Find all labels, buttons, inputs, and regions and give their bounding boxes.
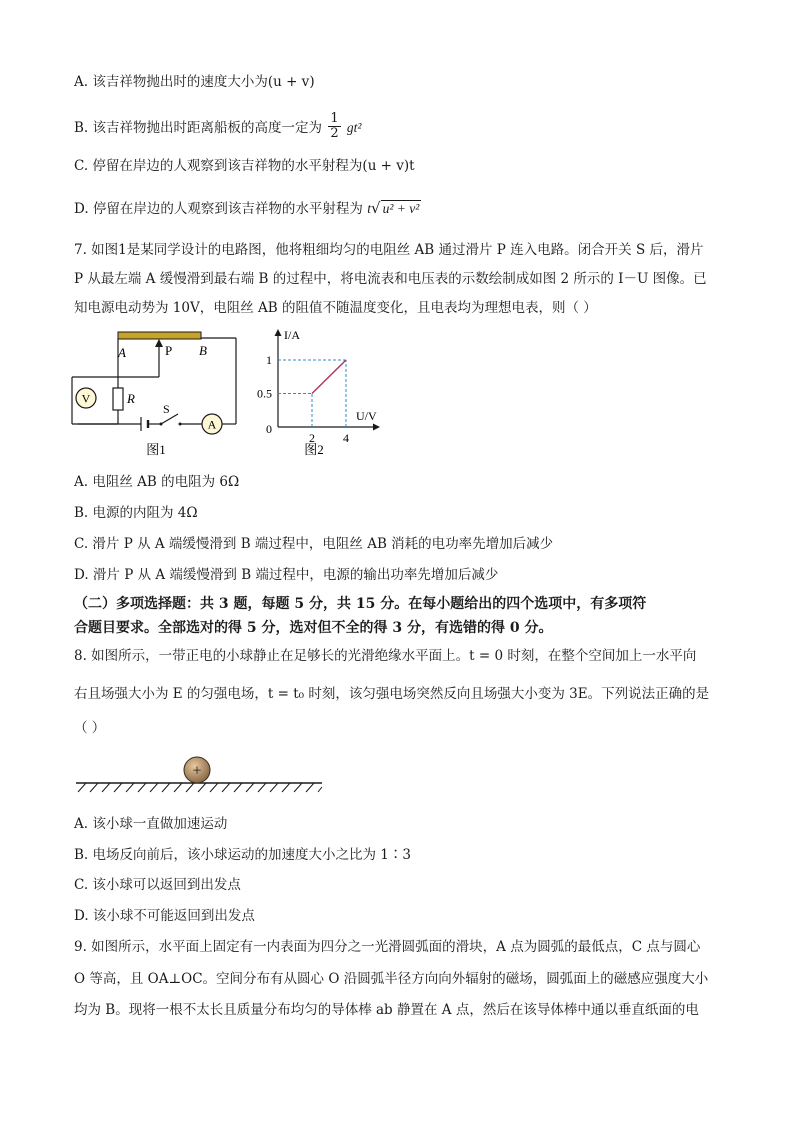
x-axis-arrow bbox=[373, 424, 380, 431]
section-2-header-line-2: 合题目要求。全部选对的得 5 分，选对但不全的得 3 分，有选错的得 0 分。 bbox=[74, 620, 553, 636]
iu-series-line bbox=[312, 360, 346, 394]
q9-stem-line-3: 均为 B。现将一根不太长且质量分布均匀的导体棒 ab 静置在 A 点，然后在该导体棒中通以垂直纸面的电 bbox=[74, 1002, 699, 1018]
origin-label: 0 bbox=[266, 422, 272, 436]
label-s: S bbox=[163, 402, 170, 416]
q6-option-d-t: t bbox=[367, 201, 371, 216]
q8-option-d: D. 该小球不可能返回到出发点 bbox=[74, 908, 255, 924]
label-p: P bbox=[165, 343, 173, 358]
q8-stem-line-2: 右且场强大小为 E 的匀强电场，t = t₀ 时刻，该匀强电场突然反向且场强大小变为 3E。下列说法正确的是 bbox=[74, 686, 710, 702]
q6-option-d bbox=[74, 199, 421, 218]
y-axis-label: I/A bbox=[284, 328, 300, 342]
q7-option-d: D. 滑片 P 从 A 端缓慢滑到 B 端过程中，电源的输出功率先增加后减少 bbox=[74, 567, 499, 583]
fraction-numerator: 1 bbox=[330, 111, 339, 126]
figure-1-circuit bbox=[66, 322, 246, 462]
q8-figure bbox=[70, 752, 330, 802]
voltmeter-label: V bbox=[81, 391, 91, 406]
q7-stem-line-3: 知电源电动势为 10V，电阻丝 AB 的阻值不随温度变化，且电表均为理想电表，则（ ） bbox=[74, 300, 597, 316]
resistor-r bbox=[113, 388, 123, 410]
q7-option-c: C. 滑片 P 从 A 端缓慢滑到 B 端过程中，电阻丝 AB 消耗的电功率先增加后减少 bbox=[74, 536, 554, 552]
q6-option-d-radicand: u² + v² bbox=[382, 201, 420, 216]
q6-option-b bbox=[74, 111, 362, 143]
surface-hatching bbox=[78, 783, 322, 792]
y-tick-label: 1 bbox=[266, 353, 272, 367]
section-2-header-line-1: （二）多项选择题：共 3 题，每题 5 分，共 15 分。在每小题给出的四个选项中，有多项符 bbox=[74, 596, 647, 612]
q8-stem-line-3: （ ） bbox=[74, 720, 106, 736]
y-tick-label: 0.5 bbox=[257, 386, 272, 401]
fraction-denominator: 2 bbox=[330, 126, 339, 141]
q7-stem-line-1: 7. 如图1是某同学设计的电路图，他将粗细均匀的电阻丝 AB 通过滑片 P 连入电路。闭合开关 S 后，滑片 bbox=[74, 242, 704, 258]
q8-option-a: A. 该小球一直做加速运动 bbox=[74, 816, 228, 832]
q6-option-b-formula: gt² bbox=[346, 120, 362, 135]
figure-2-iu-graph bbox=[250, 322, 390, 462]
resistance-wire-ab bbox=[118, 332, 201, 339]
y-axis-arrow bbox=[275, 329, 282, 336]
label-b: B bbox=[199, 343, 207, 358]
q6-option-b-text: B. 该吉祥物抛出时距离船板的高度一定为 bbox=[74, 120, 323, 136]
q6-option-b-fraction bbox=[328, 112, 340, 141]
sqrt-symbol: √ bbox=[371, 199, 381, 217]
q7-option-a: A. 电阻丝 AB 的电阻为 6Ω bbox=[74, 474, 240, 490]
q6-option-c: C. 停留在岸边的人观察到该吉祥物的水平射程为(u + v)t bbox=[74, 158, 415, 174]
q7-stem-line-2: P 从最左端 A 缓慢滑到最右端 B 的过程中，将电流表和电压表的示数绘制成如图 2 所示的 I－U 图像。已 bbox=[74, 271, 707, 287]
x-tick-label: 2 bbox=[309, 431, 315, 445]
q9-stem-line-2: O 等高，且 OA⊥OC。空间分布有从圆心 O 沿圆弧半径方向向外辐射的磁场，圆弧面上的磁感应强度大小 bbox=[74, 971, 709, 987]
x-tick-label: 4 bbox=[343, 431, 349, 445]
label-a: A bbox=[118, 345, 126, 360]
figure-2-caption: 图2 bbox=[304, 442, 324, 457]
x-axis-label: U/V bbox=[356, 409, 377, 423]
battery bbox=[141, 417, 148, 431]
switch-contact bbox=[179, 423, 182, 426]
q8-option-b: B. 电场反向前后，该小球运动的加速度大小之比为 1∶3 bbox=[74, 847, 411, 863]
ammeter-label: A bbox=[207, 417, 217, 432]
slider-p-arrow bbox=[155, 339, 163, 347]
switch-pivot bbox=[160, 423, 163, 426]
positive-charge-sign: + bbox=[192, 762, 202, 780]
q8-option-c: C. 该小球可以返回到出发点 bbox=[74, 877, 241, 893]
q7-option-b: B. 电源的内阻为 4Ω bbox=[74, 505, 198, 521]
label-r: R bbox=[127, 391, 135, 406]
q6-option-d-text: D. 停留在岸边的人观察到该吉祥物的水平射程为 bbox=[74, 201, 363, 217]
q6-option-a: A. 该吉祥物抛出时的速度大小为(u + v) bbox=[74, 74, 315, 90]
q9-stem-line-1: 9. 如图所示，水平面上固定有一内表面为四分之一光滑圆弧面的滑块，A 点为圆弧的最低点，C 点与圆心 bbox=[74, 939, 701, 955]
q8-stem-line-1: 8. 如图所示，一带正电的小球静止在足够长的光滑绝缘水平面上。t = 0 时刻，在整个空间加上一水平向 bbox=[74, 648, 697, 664]
figure-1-caption: 图1 bbox=[146, 442, 166, 457]
